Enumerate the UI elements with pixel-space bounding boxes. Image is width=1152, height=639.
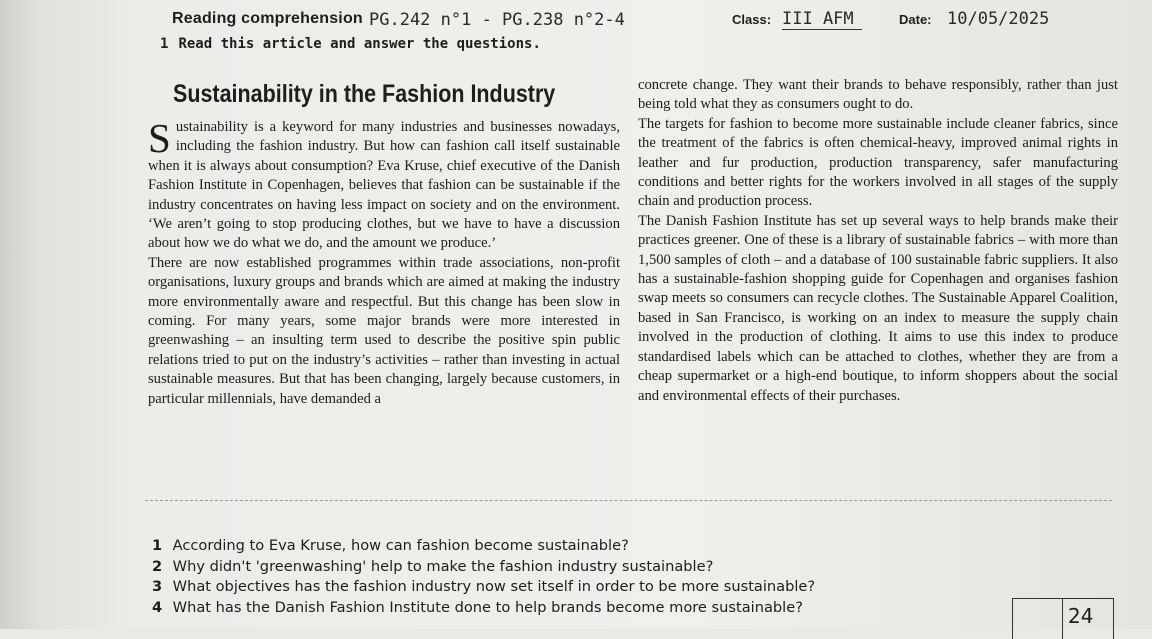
question-text: Why didn't 'greenwashing' help to make the fashion industry sustainable? <box>172 557 714 575</box>
question-item <box>152 598 1052 619</box>
article-paragraph: The targets for fashion to become more sustainable include cleaner fabrics, since the treatment of the fabrics is often chemical-heavy, improved animal rights in leather and fur production, production transparency, safer manufacturing conditions and better rights for the workers involved in all stages of the supply chain and production process. <box>638 115 1118 210</box>
class-label: Class: <box>732 12 772 27</box>
article-paragraph: The Danish Fashion Institute has set up several ways to help brands make their practices greener. One of these is a library of sustainable fabrics – with more than 1,500 samples of cloth – and a database of 100 sustainable fabric suppliers. It also has a sustainable-fashion shopping guide for Copenhagen and organises fashion swap meets so consumers can recycle clothes. The Sustainable Apparel Coalition, based in San Francisco, is working on an index to measure the supply chain involved in the production of clothing. It aims to use this index to produce standardised labels which can be attached to clothes, whether they are from a cheap supermarket or a high-end boutique, to inform shoppers about the social and environmental effects of their purchases. <box>638 212 1118 404</box>
question-text: According to Eva Kruse, how can fashion become sustainable? <box>172 537 629 554</box>
instruction-text: Read this article and answer the questions. <box>178 36 541 52</box>
question-item <box>152 536 1052 557</box>
question-number: 1 <box>152 537 163 554</box>
paragraph-text: ustainability is a keyword for many industries and businesses nowadays, including the fashion industry. But how can fashion call itself sustainable when it is always about consumption? Eva Kruse, chief executive of the Danish Fashion Institute in Copenhagen, believes that fashion can be sustainable if the industry concentrates on having less impact on society and on the environment. ‘We aren’t going to stop producing clothes, but we have to have a discussion about how we do what we do, and the amount we produce.’ <box>148 119 620 252</box>
handwritten-page-refs: PG.242 n°1 - PG.238 n°2-4 <box>369 10 625 30</box>
question-text: What objectives has the fashion industry now set itself in order to be more sustainable? <box>172 578 816 595</box>
drop-cap: S <box>148 115 171 161</box>
exercise-number: 1 <box>160 36 169 52</box>
question-number: 4 <box>152 598 163 616</box>
page-number-box-left <box>1012 598 1063 639</box>
article-column-left <box>148 115 620 409</box>
worksheet-title: Reading comprehension <box>172 10 363 27</box>
question-number: 2 <box>152 557 163 575</box>
questions-list <box>152 536 1052 618</box>
page-number: 24 <box>1068 604 1094 628</box>
date-value: 10/05/2025 <box>947 9 1050 29</box>
question-text: What has the Danish Fashion Institute done to help brands become more sustainable? <box>172 598 803 616</box>
question-number: 3 <box>152 578 163 595</box>
article-paragraph: There are now established programmes within trade associations, non-profit organisations, luxury groups and brands which are aimed at making the industry more environmentally aware and respectful. But this change has been slow in coming. For many years, some major brands were more interested in greenwashing – an insulting term used to describe the positive spin public relations tried to put on the industry’s activities – rather than investing in actual sustainable measures. But that has been changing, largely because customers, in particular millennials, have demanded a <box>148 254 620 407</box>
section-divider <box>145 500 1112 501</box>
exercise-instruction <box>160 36 541 52</box>
article-paragraph <box>148 115 620 254</box>
article-column-right <box>638 76 1118 406</box>
question-item <box>152 577 1052 598</box>
class-value: III AFM <box>782 9 862 30</box>
date-label: Date: <box>899 12 932 27</box>
worksheet-header <box>172 8 1132 32</box>
question-item <box>152 557 1052 578</box>
article-title: Sustainability in the Fashion Industry <box>173 80 556 108</box>
article-paragraph: concrete change. They want their brands to behave responsibly, rather than just being told what they as consumers ought to do. <box>638 77 1118 113</box>
page-edge-shadow <box>0 0 40 629</box>
